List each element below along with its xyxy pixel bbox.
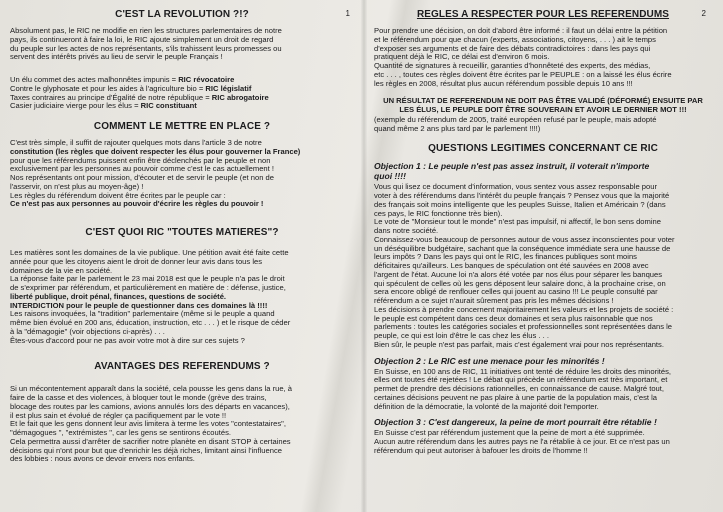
ric-type-item [10, 102, 354, 111]
text-line: un déséquilibre budgétaire, sachant que la conséquence immédiate sera une hausse de [374, 243, 671, 253]
text-line: La réponse faite par le parlement le 23 mai 2018 est que le peuple n'a pas le droit [10, 274, 285, 284]
text-line: leurs impôts ? Dans les pays qui ont le RIC, les finances publiques sont moins [374, 252, 637, 262]
text-line: exclusivement par les personnes au pouvoir comme c'est le cas actuellement ! [10, 164, 274, 174]
text-line: référendum a ce sujet n'aurait sûrement pas pris les mêmes décisions ! [374, 296, 614, 305]
ric-type-name: RIC révocatoire [178, 75, 235, 84]
text-line: Quantité de signatures à recueillir, garanties d'honnêteté des experts, des médias, [374, 61, 651, 70]
ric-type-name: RIC constituant [140, 101, 197, 111]
text-line: elles ont toutes été rejetées ! Le débat qui précède un référendum est très important, et [374, 375, 668, 385]
text-line: permet de prendre des décisions rationnelles, en connaissance de cause. Malgré tout, [374, 384, 665, 393]
text-line: il est plus sain et évolué de régler ça pacifiquement par le vote !! [10, 410, 227, 420]
text-line: Objection 1 : Le peuple n'est pas assez instruit, il voterait n'importe [374, 161, 650, 172]
ric-type-name: RIC abrogatoire [211, 92, 269, 102]
text-line: Pour prendre une décision, on doit d'abord être informé : il faut un délai entre la pétition [374, 26, 668, 35]
text-line: peuple, ce qui est loin d'être le cas chez les élus . . . [374, 331, 549, 340]
objection-1-title [374, 161, 712, 181]
regles-paragraph [374, 27, 712, 88]
text-line: C'est très simple, il suffit de rajouter quelques mots dans l'article 3 de notre [10, 138, 262, 147]
text-line: l'argent de l'état. Aucune loi n'a alors été votée par nos élus pour séparer les banques [374, 269, 663, 279]
text-line: pays, ils continueront à faire la loi, le RIC ajoute simplement un droit de regard [10, 34, 274, 44]
text-line: à la "démagogie" (voir objections ci-après) . . . [10, 326, 165, 336]
objection-3-text [374, 429, 712, 455]
text-line: Cela permettra aussi d'arrêter de sacrifier notre planète en disant STOP à certaines [10, 436, 291, 446]
text-line: le peuple est compétent dans ces deux domaines et sera plus raisonnable que nos [374, 313, 653, 323]
text-line: etc . . . , toutes ces règles doivent être écrites par le PEUPLE : on a laissé les élus écrire [374, 69, 672, 79]
text-line: Êtes-vous d'accord pour ne pas avoir votre mot à dire sur ces sujets ? [10, 335, 245, 345]
text-line: Bien sûr, le peuple n'est pas parfait, mais c'est également vrai pour nos représentants. [374, 339, 664, 349]
text-line: liberté publique, droit pénal, finances, questions de société. [10, 291, 227, 301]
text-line: En Suisse c'est par référendum justement que la peine de mort a été supprimée. [374, 428, 645, 438]
page-right [370, 0, 716, 512]
section-title-questions: QUESTIONS LEGITIMES CONCERNANT CE RIC [428, 143, 658, 155]
text-line: "démagogues ", "extrémistes ", car les gens se sentirons écoutés. [10, 428, 231, 437]
how-paragraph [10, 139, 354, 209]
text-line: Et le fait que les gens donnent leur avis limitera à terme les votes "contestataires", [10, 419, 286, 429]
section-title-matieres: C'EST QUOI RIC "TOUTES MATIERES"? [85, 227, 279, 238]
avantages-paragraph [10, 385, 354, 464]
ric-type-text: Un élu commet des actes malhonnêtes impunis = [10, 75, 179, 84]
objection-2-text [374, 368, 712, 412]
page-number: 2 [701, 9, 706, 18]
text-line: et le référendum pour que chacun (experts, associations, citoyens, . . . ) ait le temps [374, 34, 656, 44]
text-line: domaines de la vie en société. [10, 265, 113, 275]
text-line: Le vote de "Monsieur tout le monde" n'est pas impulsif, ni affectif, le bon sens domine [374, 217, 661, 227]
text-line: pratiquent déjà le RIC, ce délai est d'environ 6 mois. [374, 52, 550, 62]
warning-paragraph [374, 97, 712, 115]
text-line: certaines décisions peuvent ne pas plaire à une partie de la population mais, c'est la [374, 392, 658, 402]
text-line: Nos représentants ont pour mission, d'écouter et de servir le peuple (et non de [10, 173, 275, 182]
ric-type-text: Casier judiciaire vierge pour les élus = [10, 101, 141, 111]
objection-2-title: Objection 2 : Le RIC est une menace pour les minorités ! [374, 355, 605, 366]
example-paragraph [374, 116, 712, 134]
text-line: quoi !!!! [374, 171, 406, 182]
text-line: Aucun autre référendum dans les autres pays ne l'a rétablie à ce jour. Et ce n'est pas un [374, 437, 670, 446]
text-line: LES ÉLUS, LE PEUPLE DOIT ÊTRE SOUVERAIN ET AVOIR LE DERNIER MOT !!! [399, 105, 687, 114]
text-line: Ce n'est pas aux personnes au pouvoir d'écrire les règles du pouvoir ! [10, 199, 264, 209]
text-line: INTERDICTION pour le peuple de questionner dans ces domaines là !!!! [10, 300, 268, 310]
objection-1-text [374, 183, 712, 349]
section-title-regles: REGLES A RESPECTER POUR LES REFERENDUMS [416, 9, 670, 20]
text-line: dans notre société. [374, 226, 439, 235]
text-line: En Suisse, en 100 ans de RIC, 11 initiatives ont tenté de réduire les droits des minorités, [374, 366, 672, 376]
text-line: l'asservir, on n'est plus au moyen-âge) ! [10, 181, 144, 191]
text-line: pour que les référendums puissent enfin être déclenchés par le peuple et non [10, 155, 271, 165]
text-line: d'exposer ses arguments et de faire des débats contradictoires : dans les pays qui [374, 43, 651, 53]
text-line: référendum qui peut autoriser à bafouer les droits de l'homme !! [374, 445, 588, 455]
text-line: parlements : toutes les catégories sociales et professionnelles sont représentées dans le [374, 322, 673, 332]
text-line: Si un mécontentement apparaît dans la société, cela pousse les gens dans la rue, à [10, 384, 292, 394]
text-line: même bien évolué en 200 ans, éducation, instruction, etc . . . ) et le risque de céder [10, 318, 291, 327]
text-line: faire de la casse et des violences, à bloquer tout le monde (grève des trains, [10, 393, 267, 402]
intro-paragraph [10, 27, 354, 62]
text-line: Vous qui lisez ce document d'information, vous sentez vous assez responsable pour [374, 182, 658, 192]
text-line: décisions qui n'ont pour but que d'enrichir les déjà riches, limitant ainsi l'influence [10, 445, 282, 455]
page-number: 1 [345, 9, 350, 18]
objection-3-title: Objection 3 : C'est dangereux, la peine de mort pourrait être rétablie ! [374, 417, 657, 428]
text-line: les règles en 2008, résultat plus aucun référendum possible depuis 10 ans !!! [374, 78, 633, 88]
text-line: du peuple sur les actes de nos représentants, s'ils trahissent leurs promesses ou [10, 43, 282, 53]
section-title-avantages: AVANTAGES DES REFERENDUMS ? [94, 361, 270, 373]
text-line: Les matières sont les domaines de la vie publique. Une pétition avait été faite cette [10, 248, 289, 257]
ric-type-text: Contre le glyphosate et pour les aides à l'agriculture bio = [10, 83, 206, 93]
text-line: qui spéculent de celles où les gens déposent leur salaire donc, à la prochaine crise, on [374, 278, 666, 288]
text-line: UN RÉSULTAT DE REFERENDUM NE DOIT PAS ÊTRE VALIDÉ (DÉFORMÉ) ENSUITE PAR [383, 96, 703, 106]
text-line: des français soit moins intelligente que les peuples Suisse, Italien et Américain ? (dans [374, 199, 666, 209]
text-line: ces pays, le RIC fonctionne très bien). [374, 208, 503, 218]
text-line: quand même 2 ans plus tard par le parlement !!!!) [374, 123, 541, 133]
text-line: définition de la démocratie, la volonté de la majorité doit l'emporter. [374, 401, 599, 411]
text-line: sera encore obligé de renflouer celles qui jouent au casino !!! Le peuple consulté par [374, 287, 658, 297]
text-line: servent des intérêts privés au lieu de servir le peuple Français ! [10, 52, 223, 62]
page-left [6, 0, 358, 512]
text-line: de s'exprimer par référendum, et particulièrement en matière de : défense, justice, [10, 283, 286, 292]
section-title-comment: COMMENT LE METTRE EN PLACE ? [93, 121, 271, 132]
section-title-revolution: C'EST LA REVOLUTION ?!? [115, 9, 249, 20]
text-line: constitution (les règles que doivent respecter les élus pour gouverner la France) [10, 146, 301, 156]
text-line: voter à des référendums dans l'intérêt du peuple français ? Pensez vous que la majorité [374, 191, 670, 200]
matieres-paragraph [10, 249, 354, 345]
text-line: Les règles du référendum doivent être écrites par le peuple car : [10, 190, 226, 200]
ric-types-list [10, 76, 354, 111]
page-fold [361, 0, 367, 512]
text-line: des lobbies : nous avons ce devoir envers nos enfants. [10, 454, 195, 464]
text-line: déficitaires qu'ailleurs. Les banques de spéculation ont été sauvées en 2008 avec [374, 261, 649, 270]
text-line: Connaissez-vous beaucoup de personnes autour de vous assez inconscientes pour voter [374, 234, 675, 244]
text-line: Les raisons invoquées, la "tradition" parlementaire (même si le peuple a quand [10, 309, 275, 319]
text-line: blocage des routes par les camions, avions annulés lors des départs en vacances), [10, 401, 290, 411]
text-line: année pour que les citoyens aient le droit de donner leur avis dans tous les [10, 256, 263, 266]
ric-type-name: RIC législatif [205, 83, 252, 93]
text-line: Absolument pas, le RIC ne modifie en rien les structures parlementaires de notre [10, 26, 282, 35]
ric-type-text: Taxes contraires au principe d'Égalité de notre république = [10, 92, 212, 102]
text-line: (exemple du référendum de 2005, traité européen refusé par le peuple, mais adopté [374, 114, 657, 124]
text-line: Les décisions à prendre concernent majoritairement les valeurs et les projets de société : [374, 304, 674, 314]
